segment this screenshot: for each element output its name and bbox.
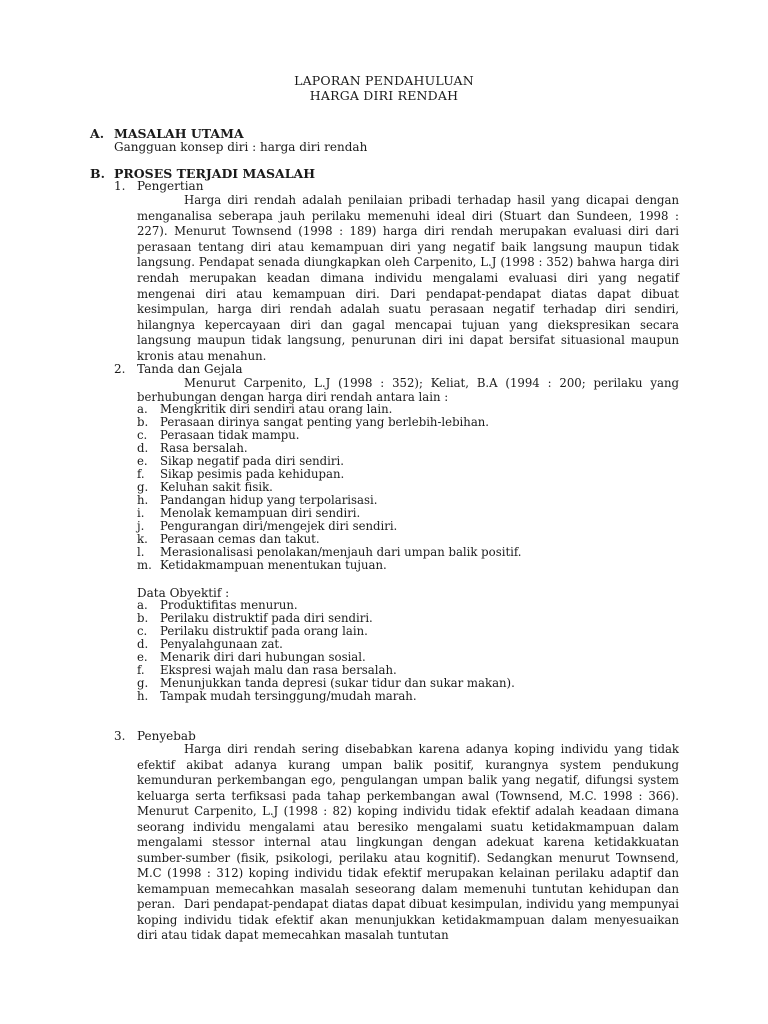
objective-list	[137, 599, 515, 703]
list-item-letter: e.	[137, 454, 148, 468]
list-item-text: Perasaan tidak mampu.	[160, 428, 300, 442]
list-item-letter: a.	[137, 402, 148, 416]
list-item-letter: g.	[137, 676, 149, 690]
pengertian-number: 1.	[114, 179, 126, 193]
subjective-list	[137, 403, 522, 572]
penyebab-number: 3.	[114, 729, 126, 743]
list-item-letter: c.	[137, 624, 148, 638]
list-item	[137, 559, 522, 572]
list-item-text: Sikap negatif pada diri sendiri.	[160, 454, 344, 468]
list-item-letter: m.	[137, 558, 152, 572]
tanda-number: 2.	[114, 362, 126, 376]
list-item-letter: h.	[137, 493, 149, 507]
list-item-letter: b.	[137, 611, 149, 625]
list-item-text: Pandangan hidup yang terpolarisasi.	[160, 493, 378, 507]
list-item-text: Perasaan cemas dan takut.	[160, 532, 320, 546]
section-a-heading: MASALAH UTAMA	[114, 126, 244, 141]
list-item-text: Ketidakmampuan menentukan tujuan.	[160, 558, 387, 572]
list-item-text: Pengurangan diri/mengejek diri sendiri.	[160, 519, 398, 533]
section-b-letter: B.	[90, 166, 105, 181]
list-item-text: Merasionalisasi penolakan/menjauh dari umpan balik positif.	[160, 545, 522, 559]
section-b-heading: PROSES TERJADI MASALAH	[114, 166, 316, 181]
list-item-letter: c.	[137, 428, 148, 442]
list-item-letter: d.	[137, 441, 149, 455]
list-item-text: Mengkritik diri sendiri atau orang lain.	[160, 402, 393, 416]
list-item-text: Menarik diri dari hubungan sosial.	[160, 650, 366, 664]
tanda-intro: Menurut Carpenito, L.J (1998 : 352); Keliat, B.A (1994 : 200; perilaku yang berhubungan dengan harga diri rendah antara lain :	[137, 376, 679, 404]
section-a-letter: A.	[90, 126, 105, 141]
document-subtitle: HARGA DIRI RENDAH	[309, 88, 459, 103]
obyektif-label: Data Obyektif :	[137, 586, 230, 600]
list-item-text: Perilaku distruktif pada orang lain.	[160, 624, 368, 638]
list-item-text: Perasaan dirinya sangat penting yang berlebih-lebihan.	[160, 415, 490, 429]
list-item-letter: l.	[137, 545, 145, 559]
list-item-letter: j.	[137, 519, 145, 533]
list-item-text: Produktifitas menurun.	[160, 598, 298, 612]
list-item-text: Perilaku distruktif pada diri sendiri.	[160, 611, 373, 625]
list-item	[137, 690, 515, 703]
pengertian-paragraph: Harga diri rendah adalah penilaian pribadi terhadap hasil yang dicapai dengan menganalisa seberapa jauh perilaku memenuhi ideal diri (Stuart dan Sundeen, 1998 : 227). Menurut Townsend (1998 : 189) harga diri rendah merupakan evaluasi diri dari perasaan tentang diri atau kemampuan diri yang negatif baik langsung maupun tidak langsung. Pendapat senada diungkapkan oleh Carpenito, L.J (1998 : 352) bahwa harga diri rendah merupakan keadan dimana individu mengalami evaluasi diri yang negatif mengenai diri atau kemampuan diri. Dari pendapat-pendapat diatas dapat dibuat kesimpulan, harga diri rendah adalah suatu perasaan negatif terhadap diri sendiri, hilangnya kepercayaan diri dan gagal mencapai tujuan yang diekspresikan secara langsung maupun tidak langsung, penurunan diri ini dapat bersifat situasional maupun kronis atau menahun.	[137, 193, 679, 363]
list-item-letter: k.	[137, 532, 148, 546]
penyebab-label: Penyebab	[137, 729, 196, 743]
list-item-text: Tampak mudah tersinggung/mudah marah.	[160, 689, 417, 703]
list-item-letter: e.	[137, 650, 148, 664]
list-item-text: Ekspresi wajah malu dan rasa bersalah.	[160, 663, 397, 677]
list-item-letter: a.	[137, 598, 148, 612]
list-item-letter: h.	[137, 689, 149, 703]
list-item-letter: i.	[137, 506, 145, 520]
tanda-label: Tanda dan Gejala	[137, 362, 243, 376]
section-a-text: Gangguan konsep diri : harga diri rendah	[114, 140, 368, 154]
list-item-letter: d.	[137, 637, 149, 651]
list-item-text: Menunjukkan tanda depresi (sukar tidur dan sukar makan).	[160, 676, 515, 690]
list-item-text: Menolak kemampuan diri sendiri.	[160, 506, 361, 520]
list-item-text: Rasa bersalah.	[160, 441, 248, 455]
list-item-text: Penyalahgunaan zat.	[160, 637, 283, 651]
list-item-letter: f.	[137, 663, 145, 677]
list-item-letter: g.	[137, 480, 149, 494]
list-item-text: Keluhan sakit fisik.	[160, 480, 273, 494]
list-item-text: Sikap pesimis pada kehidupan.	[160, 467, 345, 481]
list-item-letter: f.	[137, 467, 145, 481]
pengertian-label: Pengertian	[137, 179, 204, 193]
list-item-letter: b.	[137, 415, 149, 429]
penyebab-paragraph-1: Harga diri rendah sering disebabkan karena adanya koping individu yang tidak efektif akibat adanya kurang umpan balik positif, kurangnya system pendukung kemunduran perkembangan ego, pengulangan umpan balik yang negatif, difungsi system keluarga serta terfiksasi pada tahap perkembangan awal (Townsend, M.C. 1998 : 366). Menurut Carpenito, L.J (1998 : 82) koping individu tidak efektif adalah keadaan dimana seorang individu mengalami atau beresiko mengalami suatu ketidakmampuan dalam mengalami stessor internal atau lingkungan dengan adekuat karena ketidakkuatan sumber-sumber (fisik, psikologi, perilaku atau kognitif). Sedangkan menurut Townsend, M.C (1998 : 312) koping individu tidak efektif merupakan kelainan perilaku adaptif dan kemampuan memecahkan masalah seseorang dalam memenuhi tuntutan kehidupan dan peran.	[137, 742, 679, 911]
document-title: LAPORAN PENDAHULUAN	[294, 73, 474, 88]
penyebab-paragraph-2: Dari pendapat-pendapat diatas dapat dibuat kesimpulan, individu yang mempunyai koping individu tidak efektif akan menunjukkan ketidakmampuan dalam menyesuaikan diri atau tidak dapat memecahkan masalah tuntutan	[137, 897, 679, 942]
